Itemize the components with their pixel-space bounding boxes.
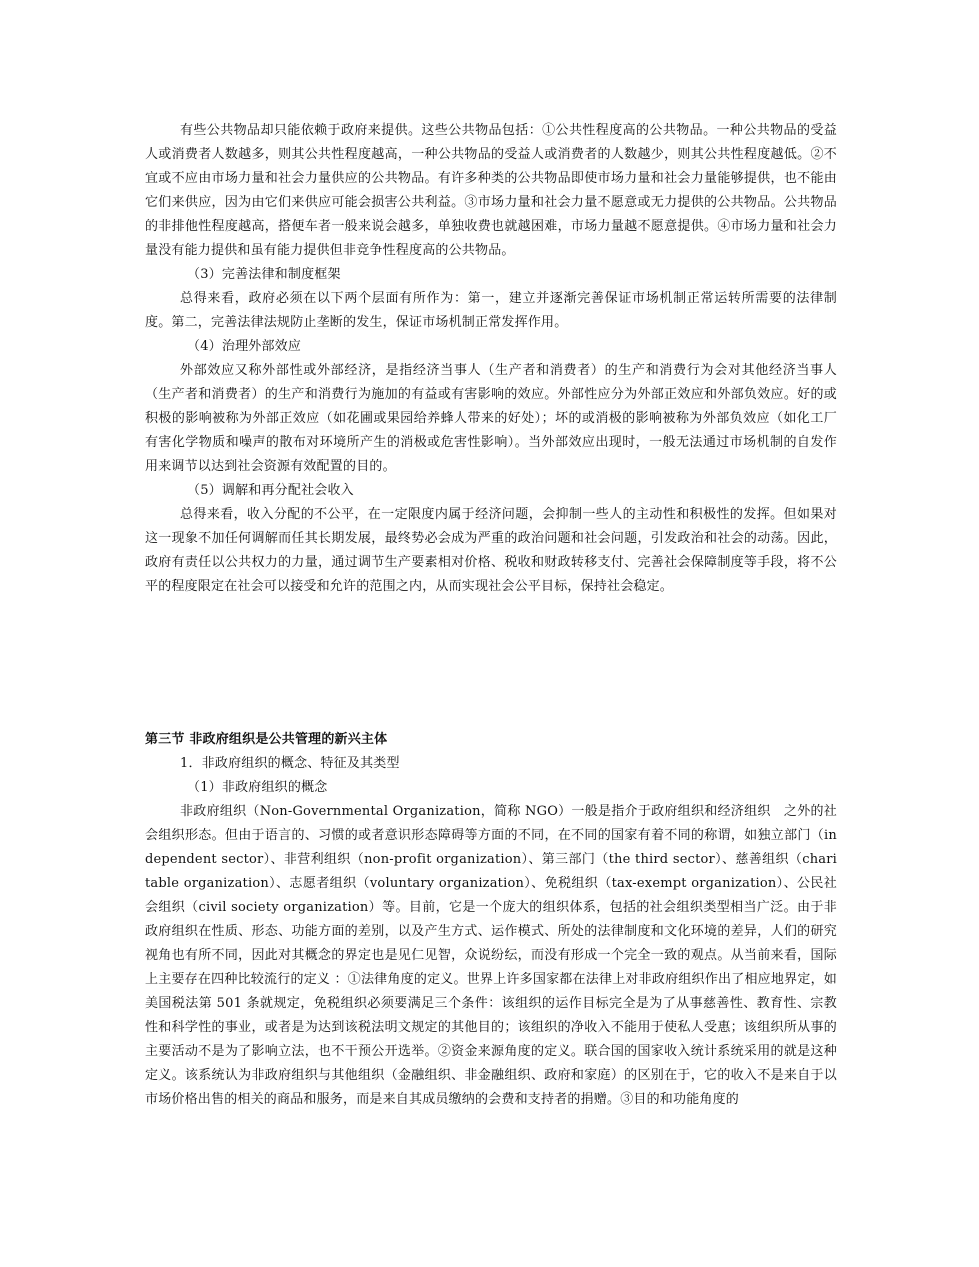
paragraph-legal-framework: 总得来看，政府必须在以下两个层面有所作为：第一，建立并逐渐完善保证市场机制正常运转所需要的法律制度。第二，完善法律法规防止垄断的发生，保证市场机制正常发挥作用。	[145, 291, 837, 330]
section-three-block	[145, 728, 837, 1112]
section-title: 第三节 非政府组织是公共管理的新兴主体	[145, 732, 388, 747]
top-text-block	[145, 119, 837, 599]
subheading-legal-framework: （3）完善法律和制度框架	[187, 267, 341, 282]
paragraph-externalities: 外部效应又称外部性或外部经济，是指经济当事人（生产者和消费者）的生产和消费行为会对其他经济当事人（生产者和消费者）的生产和消费行为施加的有益或有害影响的效应。外部性应分为外部正效应和外部负效应。好的或积极的影响被称为外部正效应（如花圃或果园给养蜂人带来的好处）；坏的或消极的影响被称为外部负效应（如化工厂有害化学物质和噪声的散布对环境所产生的消极或危害性影响）。当外部效应出现时，一般无法通过市场机制的自发作用来调节以达到社会资源有效配置的目的。	[145, 363, 837, 474]
numbered-heading: 1．非政府组织的概念、特征及其类型	[180, 756, 400, 771]
subheading-externalities: （4）治理外部效应	[187, 339, 302, 354]
subheading-ngo-concept: （1）非政府组织的概念	[187, 780, 328, 795]
paragraph-public-goods: 有些公共物品却只能依赖于政府来提供。这些公共物品包括：①公共性程度高的公共物品。一种公共物品的受益人或消费者人数越多，则其公共性程度越高，一种公共物品的受益人或消费者的人数越少，则其公共性程度越低。②不宜或不应由市场力量和社会力量供应的公共物品。有许多种类的公共物品即使市场力量和社会力量能够提供，也不能由它们来供应，因为由它们来供应可能会损害公共利益。③市场力量和社会力量不愿意或无力提供的公共物品。公共物品的非排他性程度越高，搭便车者一般来说会越多，单独收费也就越困难，市场力量越不愿意提供。④市场力量和社会力量没有能力提供和虽有能力提供但非竞争性程度高的公共物品。	[145, 123, 837, 258]
subheading-income-redistribution: （5）调解和再分配社会收入	[187, 483, 354, 498]
paragraph-ngo-definition: 非政府组织（Non-Governmental Organization，简称 NGO）一般是指介于政府组织和经济组织 之外的社会组织形态。但由于语言的、习惯的或者意识形态障碍等方面的不同，在不同的国家有着不同的称谓，如独立部门（independent sector）、非营利组织（non-profit organization）、第三部门（the third sector）、慈善组织（charitable organization）、志愿者组织（voluntary organization）、免税组织（tax-exempt organization）、公民社会组织（civil society organization）等。目前，它是一个庞大的组织体系，包括的社会组织类型相当广泛。由于非政府组织在性质、形态、功能方面的差别，以及产生方式、运作模式、所处的法律制度和文化环境的差异，人们的研究视角也有所不同，因此对其概念的界定也是见仁见智，众说纷纭，而没有形成一个完全一致的观点。从当前来看，国际上主要存在四种比较流行的定义 ：①法律角度的定义。世界上许多国家都在法律上对非政府组织作出了相应地界定，如美国税法第 501 条就规定，免税组织必须要满足三个条件：该组织的运作目标完全是为了从事慈善性、教育性、宗教性和科学性的事业，或者是为达到该税法明文规定的其他目的；该组织的净收入不能用于使私人受惠；该组织所从事的主要活动不是为了影响立法，也不干预公开选举。②资金来源角度的定义。联合国的国家收入统计系统采用的就是这种定义。该系统认为非政府组织与其他组织（金融组织、非金融组织、政府和家庭）的区别在于，它的收入不是来自于以市场价格出售的相关的商品和服务，而是来自其成员缴纳的会费和支持者的捐赠。③目的和功能角度的	[145, 804, 837, 1107]
paragraph-income-redistribution: 总得来看，收入分配的不公平，在一定限度内属于经济问题，会抑制一些人的主动性和积极性的发挥。但如果对这一现象不加任何调解而任其长期发展，最终势必会成为严重的政治问题和社会问题，引发政治和社会的动荡。因此，政府有责任以公共权力的力量，通过调节生产要素相对价格、税收和财政转移支付、完善社会保障制度等手段，将不公平的程度限定在社会可以接受和允许的范围之内，从而实现社会公平目标，保持社会稳定。	[145, 507, 837, 594]
